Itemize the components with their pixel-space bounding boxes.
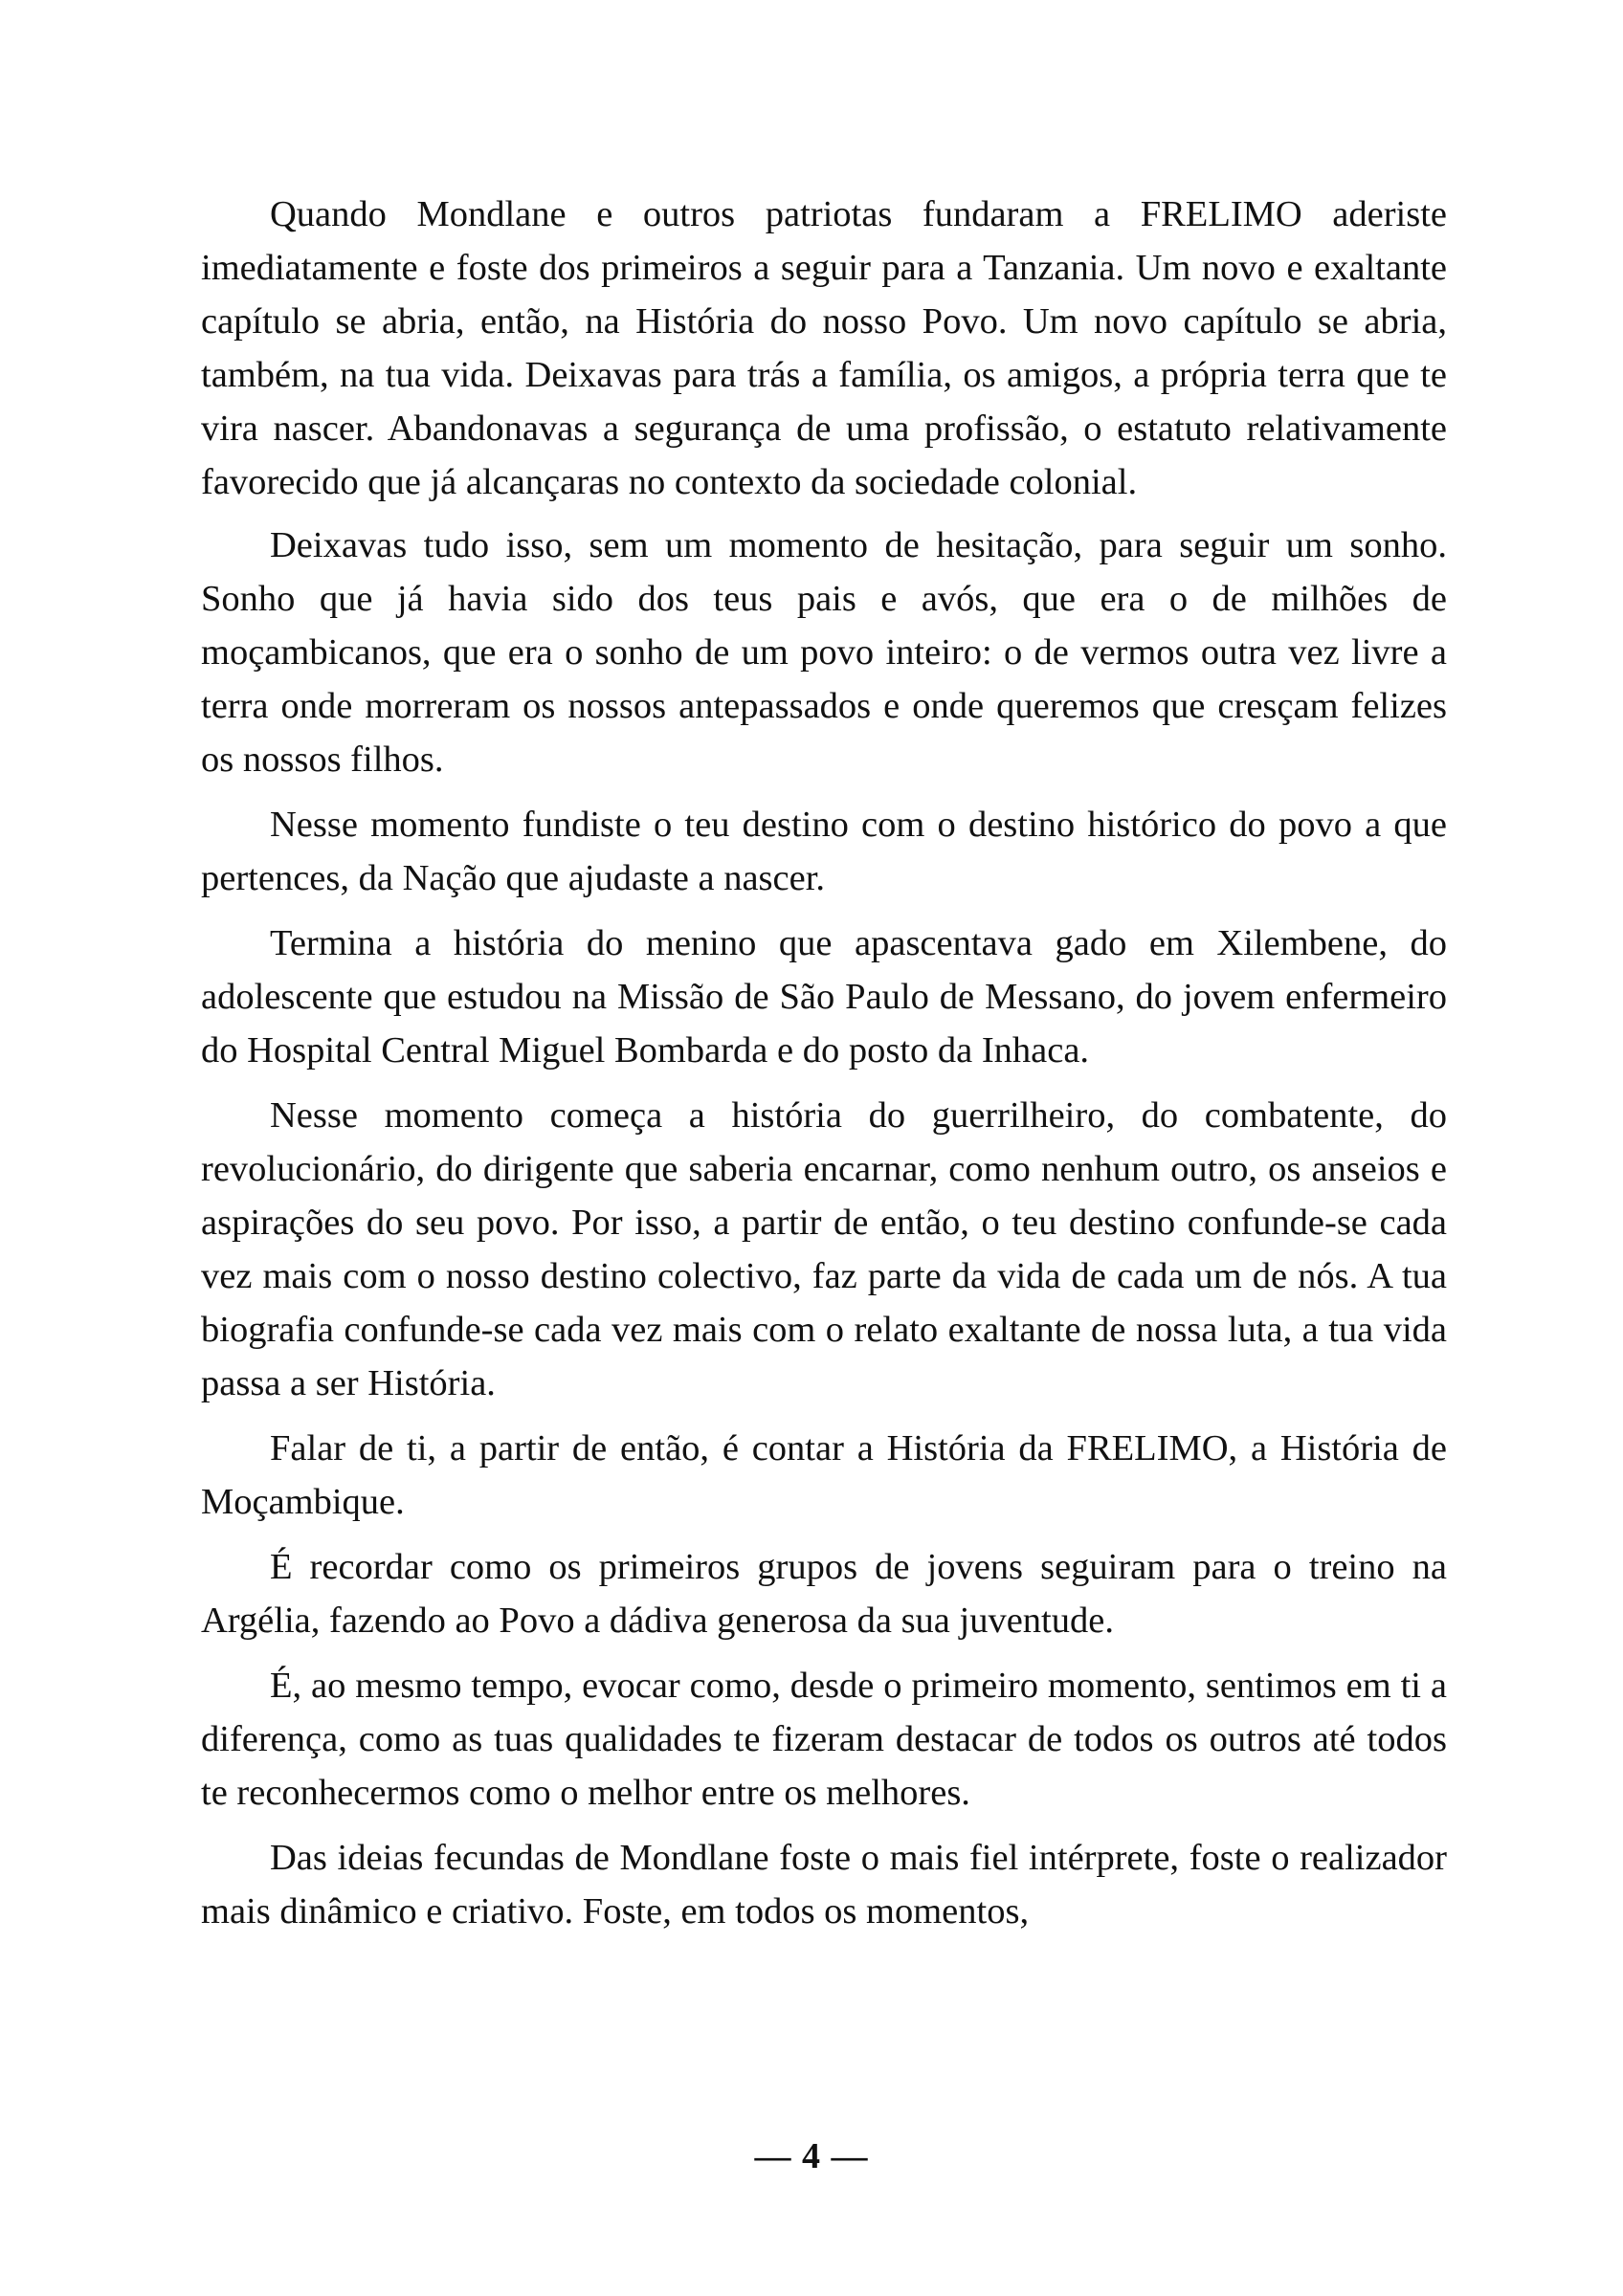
paragraph-4: Termina a história do menino que apascentava gado em Xilembene, do adolescente que estudou na Missão de São Paulo de Messano, do jovem enfermeiro do Hospital Central Miguel Bombarda e do posto da Inhaca. [201,923,1447,1071]
paragraph-7: É recordar como os primeiros grupos de jovens seguiram para o treino na Argélia, fazendo ao Povo a dádiva generosa da sua juventude. [201,1547,1447,1641]
paragraph-9: Das ideias fecundas de Mondlane foste o mais fiel intérprete, foste o realizador mais dinâmico e criativo. Foste, em todos os momentos, [201,1838,1447,1932]
paragraph-1: Quando Mondlane e outros patriotas fundaram a FRELIMO aderiste imediatamente e foste dos primeiros a seguir para a Tanzania. Um novo e exaltante capítulo se abria, então, na História do nosso Povo. Um novo capítulo se abria, também, na tua vida. Deixavas para trás a família, os amigos, a própria terra que te vira nascer. Abandonavas a segurança de uma profissão, o estatuto relativamente favorecido que já alcançaras no contexto da sociedade colonial. [201,194,1447,502]
paragraph-5: Nesse momento começa a história do guerrilheiro, do combatente, do revolucionário, do dirigente que saberia encarnar, como nenhum outro, os anseios e aspirações do seu povo. Por isso, a partir de então, o teu destino confunde-se cada vez mais com o nosso destino colectivo, faz parte da vida de cada um de nós. A tua biografia confunde-se cada vez mais com o relato exaltante de nossa luta, a tua vida passa a ser História. [201,1095,1447,1403]
paragraph-2: Deixavas tudo isso, sem um momento de hesitação, para seguir um sonho. Sonho que já havia sido dos teus pais e avós, que era o de milhões de moçambicanos, que era o sonho de um povo inteiro: o de vermos outra vez livre a terra onde morreram os nossos antepassados e onde queremos que cresçam felizes os nossos filhos. [201,525,1447,780]
paragraph-3: Nesse momento fundiste o teu destino com o destino histórico do povo a que pertences, da Nação que ajudaste a nascer. [201,805,1447,898]
page-number: — 4 — [754,2136,869,2176]
paragraph-8: É, ao mesmo tempo, evocar como, desde o primeiro momento, sentimos em ti a diferença, como as tuas qualidades te fizeram destacar de todos os outros até todos te reconhecermos como o melhor entre os melhores. [201,1666,1447,1813]
document-page [201,188,1447,1950]
paragraph-6: Falar de ti, a partir de então, é contar a História da FRELIMO, a História de Moçambique. [201,1428,1447,1522]
